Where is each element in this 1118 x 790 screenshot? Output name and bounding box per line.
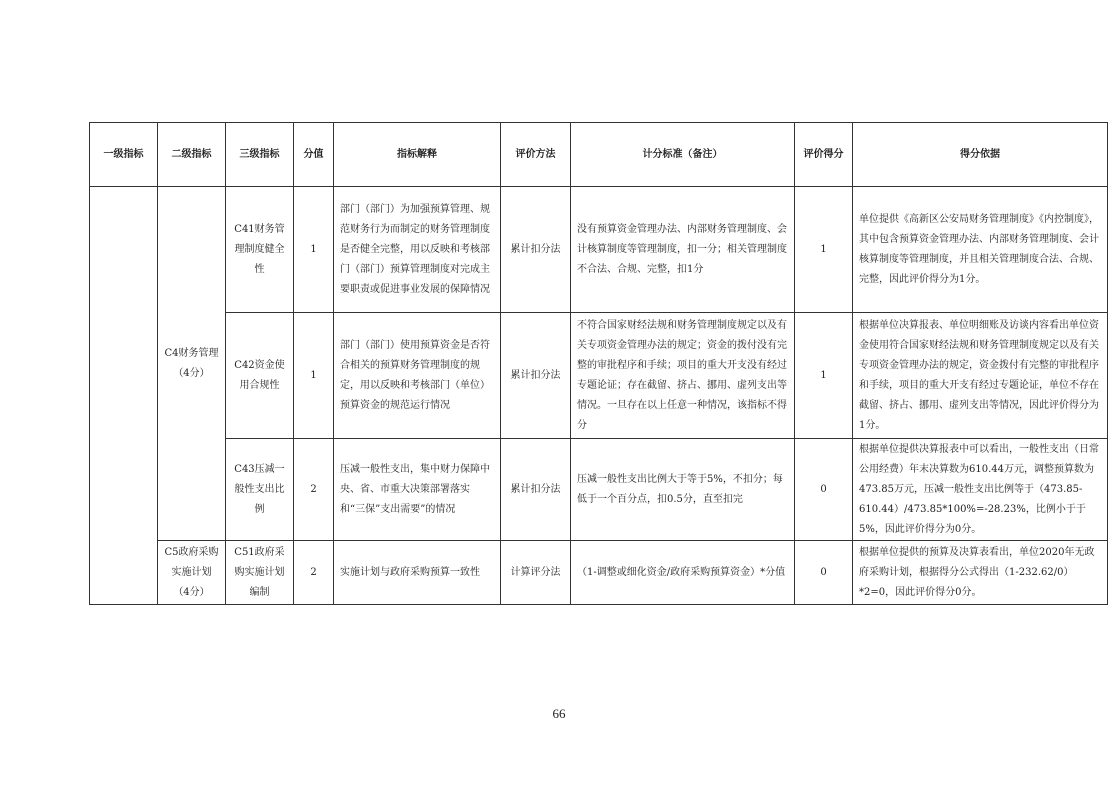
- result-cell: 1: [795, 187, 853, 313]
- header-result: 评价得分: [795, 123, 853, 187]
- level3-cell: C41财务管理制度健全性: [226, 187, 294, 313]
- method-cell: 累计扣分法: [501, 187, 571, 313]
- header-explanation: 指标解释: [334, 123, 501, 187]
- standard-cell: （1-调整或细化资金/政府采购预算资金）*分值: [571, 541, 795, 605]
- basis-cell: 根据单位决算报表、单位明细账及访谈内容看出单位资金使用符合国家财经法规和财务管理制度规定以及有关专项资金管理办法的规定，资金拨付有完整的审批程序和手续，项目的重大开支有经过专题论证，单位不存在截留、挤占、挪用、虚列支出等情况，因此评价得分为1分。: [853, 313, 1108, 439]
- level3-cell: C43压减一般性支出比例: [226, 439, 294, 541]
- result-cell: 0: [795, 439, 853, 541]
- standard-cell: 没有预算资金管理办法、内部财务管理制度、会计核算制度等管理制度，扣一分；相关管理制度不合法、合规、完整，扣1分: [571, 187, 795, 313]
- score-cell: 1: [294, 313, 334, 439]
- table-row: [90, 439, 1108, 541]
- standard-cell: 压减一般性支出比例大于等于5%，不扣分；每低于一个百分点，扣0.5分，直至扣完: [571, 439, 795, 541]
- explanation-cell: 实施计划与政府采购预算一致性: [334, 541, 501, 605]
- page-number: 66: [552, 706, 566, 721]
- header-level1: 一级指标: [90, 123, 158, 187]
- header-method: 评价方法: [501, 123, 571, 187]
- evaluation-table: [89, 122, 1108, 605]
- table-row: [90, 541, 1108, 605]
- table-header-row: [90, 123, 1108, 187]
- header-level2: 二级指标: [158, 123, 226, 187]
- basis-cell: 单位提供《高新区公安局财务管理制度》《内控制度》，其中包含预算资金管理办法、内部财务管理制度、会计核算制度等管理制度，并且相关管理制度合法、合规、完整，因此评价得分为1分。: [853, 187, 1108, 313]
- score-cell: 2: [294, 541, 334, 605]
- explanation-cell: 部门（部门）使用预算资金是否符合相关的预算财务管理制度的规定，用以反映和考核部门（单位）预算资金的规范运行情况: [334, 313, 501, 439]
- header-score: 分值: [294, 123, 334, 187]
- score-cell: 1: [294, 187, 334, 313]
- method-cell: 累计扣分法: [501, 313, 571, 439]
- header-basis: 得分依据: [853, 123, 1108, 187]
- score-cell: 2: [294, 439, 334, 541]
- level1-cell: [90, 187, 158, 605]
- header-standard: 计分标准（备注）: [571, 123, 795, 187]
- result-cell: 1: [795, 313, 853, 439]
- method-cell: 累计扣分法: [501, 439, 571, 541]
- level3-cell: C51政府采购实施计划编制: [226, 541, 294, 605]
- basis-cell: 根据单位提供决算报表中可以看出，一般性支出（日常公用经费）年末决算数为610.44万元，调整预算数为473.85万元，压减一般性支出比例等于（473.85-610.44）/473.85*100%=-28.23%，比例小于于5%，因此评价得分为0分。: [853, 439, 1108, 541]
- explanation-cell: 部门（部门）为加强预算管理、规范财务行为而制定的财务管理制度是否健全完整，用以反映和考核部门（部门）预算管理制度对完成主要职责或促进事业发展的保障情况: [334, 187, 501, 313]
- standard-cell: 不符合国家财经法规和财务管理制度规定以及有关专项资金管理办法的规定；资金的拨付没有完整的审批程序和手续；项目的重大开支没有经过专题论证；存在截留、挤占、挪用、虚列支出等情况。一旦存在以上任意一种情况，该指标不得分: [571, 313, 795, 439]
- table-row: [90, 187, 1108, 313]
- basis-cell: 根据单位提供的预算及决算表看出，单位2020年无政府采购计划，根据得分公式得出（1-232.62/0）*2=0，因此评价得分0分。: [853, 541, 1108, 605]
- method-cell: 计算评分法: [501, 541, 571, 605]
- header-level3: 三级指标: [226, 123, 294, 187]
- explanation-cell: 压减一般性支出，集中财力保障中央、省、市重大决策部署落实和“三保”支出需要”的情况: [334, 439, 501, 541]
- table-row: [90, 313, 1108, 439]
- level2-cell: C4财务管理（4分）: [158, 187, 226, 541]
- level2-cell: C5政府采购实施计划（4分）: [158, 541, 226, 605]
- level3-cell: C42资金使用合规性: [226, 313, 294, 439]
- result-cell: 0: [795, 541, 853, 605]
